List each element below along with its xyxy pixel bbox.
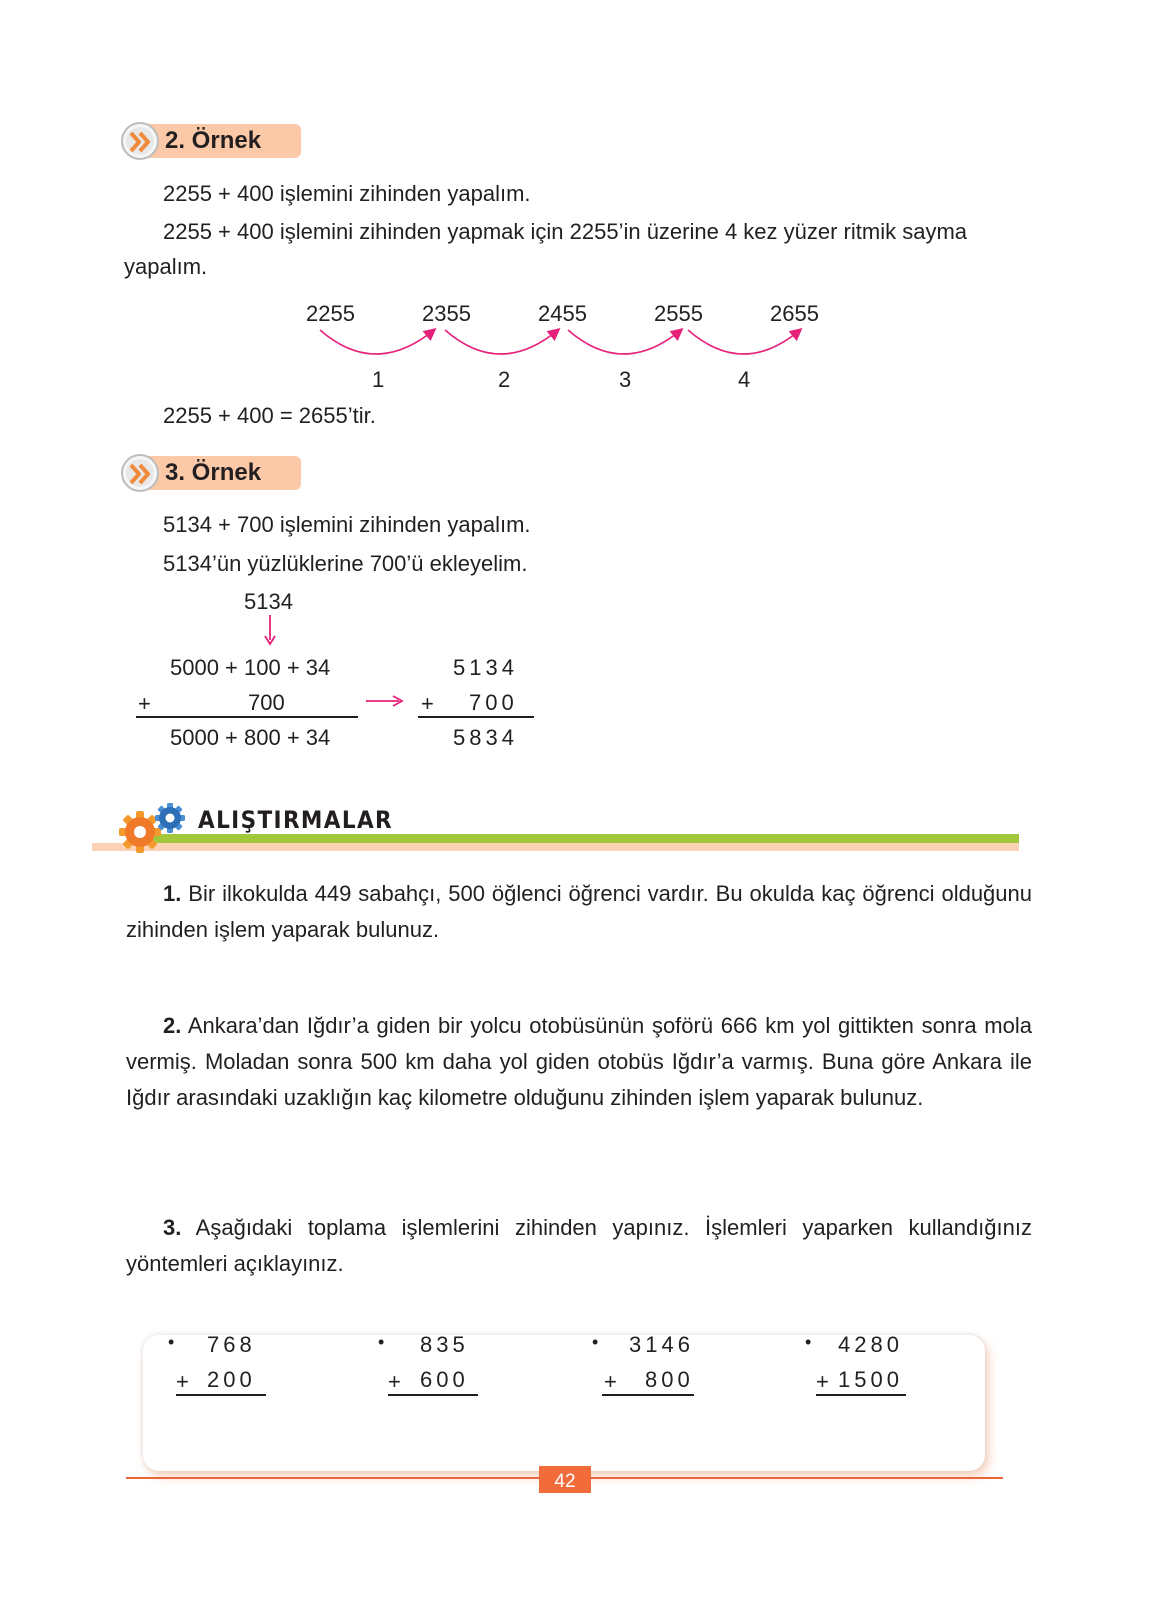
column-plus: + [421,691,434,716]
problem-1-bullet: • [168,1332,175,1352]
column-sum-line [418,716,534,718]
problem-3-plus: + [604,1369,617,1394]
question-2-text: Ankara’dan Iğdır’a giden bir yolcu otobüsünün şoförü 666 km yol gittikten sonra mola vermiş. Moladan sonra 500 km daha yol giden otobüs Iğdır’a varmış. Buna göre Ankara ile Iğdır arasındaki uzaklığın kaç kilometre olduğunu zihinden işlem yaparak bulunuz. [126,1013,1032,1110]
problem-2-top: 835 [420,1332,469,1357]
problem-3-top: 3146 [629,1332,694,1357]
problem-1-bottom: 200 [207,1367,256,1392]
question-3-number: 3. [163,1215,182,1240]
example-3-top-number: 5134 [244,589,293,614]
problem-2-line [388,1394,478,1396]
step-label-4: 4 [738,367,751,392]
arc-1 [320,330,434,354]
example-3-line-1: 5134 + 700 işlemini zihinden yapalım. [163,512,531,537]
count-number-4: 2555 [654,301,703,326]
example-3-title: 3. Örnek [165,459,262,486]
problem-2-bullet: • [378,1332,385,1352]
column-row-3: 5834 [453,725,518,750]
question-3-text: Aşağıdaki toplama işlemlerini zihinden yapınız. İşlemleri yaparken kullandığınız yöntemleri açıklayınız. [126,1215,1032,1276]
example-2-result: 2255 + 400 = 2655’tir. [163,403,376,428]
column-row-1: 5134 [453,655,518,680]
exercises-header-bar [92,834,1019,852]
example-2-line-2a: 2255 + 400 işlemini zihinden yapmak için 2255’in üzerine 4 kez yüzer ritmik sayma [163,219,968,244]
question-2 [126,1008,1032,1116]
gears-icon [118,800,194,856]
exercises-title: ALIŞTIRMALAR [198,806,394,834]
example-2-line-2b: yapalım. [124,254,208,279]
count-number-1: 2255 [306,301,355,326]
count-number-3: 2455 [538,301,587,326]
problem-4-bottom: 1500 [838,1367,903,1392]
question-2-number: 2. [163,1013,182,1038]
double-chevron-icon [121,122,159,160]
expanded-row-1: 5000 + 100 + 34 [170,655,331,680]
problem-3-bullet: • [592,1332,599,1352]
green-bar [152,834,1019,843]
problem-4-line [816,1394,906,1396]
arc-2 [445,330,558,354]
problem-4-top: 4280 [838,1332,903,1357]
expanded-sum-line [136,716,358,718]
example-3-heading [121,456,301,490]
example-2-title: 2. Örnek [165,127,262,154]
problem-1-line [176,1394,266,1396]
step-label-3: 3 [619,367,632,392]
peach-bar [92,843,1019,851]
page-number-box [539,1466,591,1493]
problem-4-bullet: • [805,1332,812,1352]
step-label-1: 1 [372,367,385,392]
arc-3 [568,330,681,354]
expanded-row-2: 700 [248,690,285,715]
question-3 [126,1210,1032,1282]
expanded-plus: + [138,691,151,716]
problem-3-line [602,1394,694,1396]
count-number-5: 2655 [770,301,819,326]
footer-line-right [591,1477,1003,1479]
step-label-2: 2 [498,367,511,392]
count-number-2: 2355 [422,301,471,326]
arc-4 [688,330,800,354]
problem-4-plus: + [816,1369,829,1394]
column-row-2: 700 [469,690,518,715]
example-3-line-2: 5134’ün yüzlüklerine 700’ü ekleyelim. [163,551,528,576]
footer-line-left [126,1477,539,1479]
double-chevron-icon [121,454,159,492]
example-2-heading [121,124,301,158]
problem-2-plus: + [388,1369,401,1394]
example-2-line-1: 2255 + 400 işlemini zihinden yapalım. [163,181,531,206]
question-1-text: Bir ilkokulda 449 sabahçı, 500 öğlenci öğrenci vardır. Bu okulda kaç öğrenci olduğunu zihinden işlem yaparak bulunuz. [126,881,1032,942]
question-1 [126,876,1032,948]
problem-2-bottom: 600 [420,1367,469,1392]
right-arrow-icon [365,692,405,710]
count-arcs [300,320,840,370]
expanded-row-3: 5000 + 800 + 34 [170,725,331,750]
down-arrow-icon [262,614,278,646]
page-number: 42 [554,1471,576,1492]
problem-1-plus: + [176,1369,189,1394]
question-1-number: 1. [163,881,182,906]
problem-1-top: 768 [207,1332,256,1357]
problem-3-bottom: 800 [645,1367,694,1392]
